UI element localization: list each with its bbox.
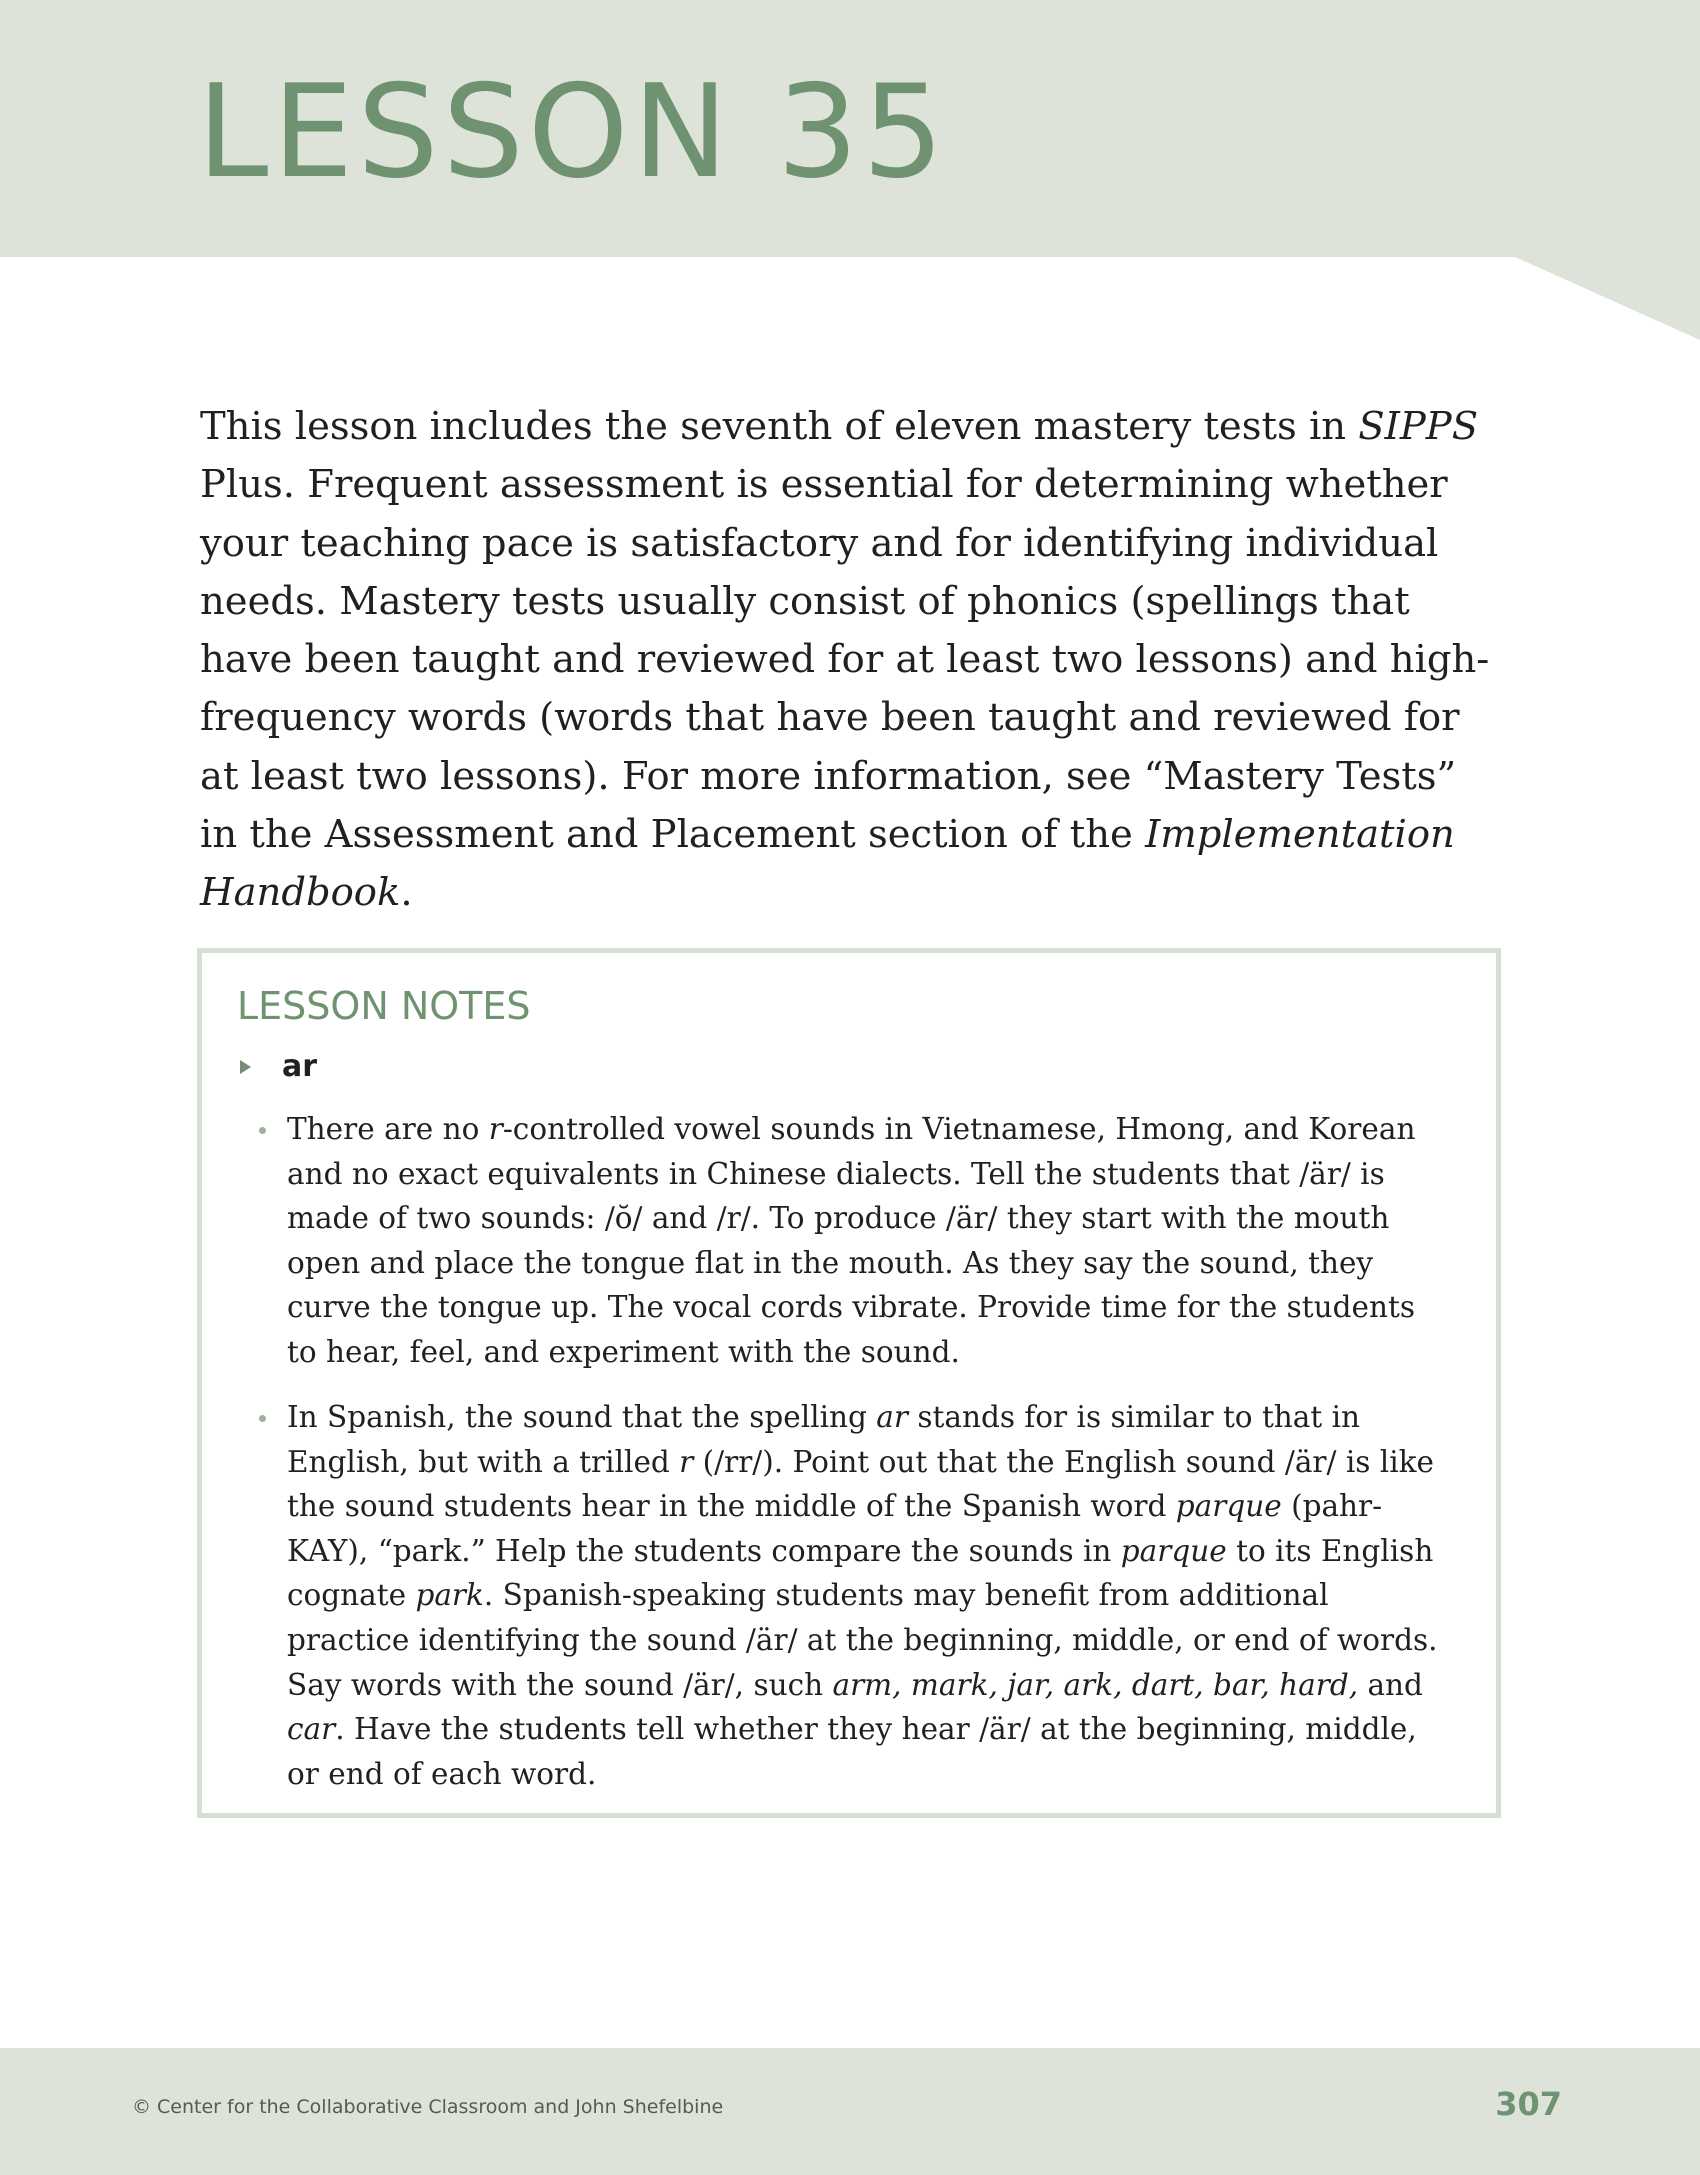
handbook-title: Implementation Handbook xyxy=(200,812,1455,916)
intro-paragraph: This lesson includes the seventh of eleven mastery tests in SIPPS Plus. Frequent assessment is essential for determining whether your teaching pace is satisfactory and for identifying individual needs. Mastery tests usually consist of phonics (spellings that have been taught and reviewed for at least two lessons) and high-frequency words (words that have been taught and reviewed for at least two lessons). For more information, see “Mastery Tests” in the Assessment and Placement section of the Implementation Handbook. xyxy=(200,404,1490,916)
bullet-dot-icon xyxy=(259,1127,266,1134)
bullet-dot-icon xyxy=(259,1415,266,1422)
copyright-notice: © Center for the Collaborative Classroom and John Shefelbine xyxy=(132,2096,724,2118)
lesson-title: LESSON 35 xyxy=(197,58,948,207)
lesson-notes-box xyxy=(197,948,1501,1818)
note-bullet-2: In Spanish, the sound that the spelling ar stands for is similar to that in English, but with a trilled r (/rr/). Point out that the English sound /är/ is like the sound students hear in the middle of the Spanish word parque (pahr-KAY), “park.” Help the students compare the sounds in parque to its English cognate park. Spanish-speaking students may benefit from additional practice identifying the sound /är/ at the beginning, middle, or end of words. Say words with the sound /är/, such arm, mark, jar, ark, dart, bar, hard, and car. Have the students tell whether they hear /är/ at the beginning, middle, or end of each word. xyxy=(287,1395,1447,1796)
page-number: 307 xyxy=(1495,2085,1562,2123)
topic-label: ar xyxy=(282,1049,318,1084)
lesson-notes-title: LESSON NOTES xyxy=(237,984,531,1028)
program-name: SIPPS xyxy=(1358,404,1479,449)
note-bullet-1: There are no r-controlled vowel sounds in Vietnamese, Hmong, and Korean and no exact equivalents in Chinese dialects. Tell the students that /är/ is made of two sounds: /ŏ/ and /r/. To produce /är/ they start with the mouth open and place the tongue flat in the mouth. As they say the sound, they curve the tongue up. The vocal cords vibrate. Provide time for the students to hear, feel, and experiment with the sound. xyxy=(287,1107,1447,1375)
triangle-bullet-icon xyxy=(240,1060,251,1074)
